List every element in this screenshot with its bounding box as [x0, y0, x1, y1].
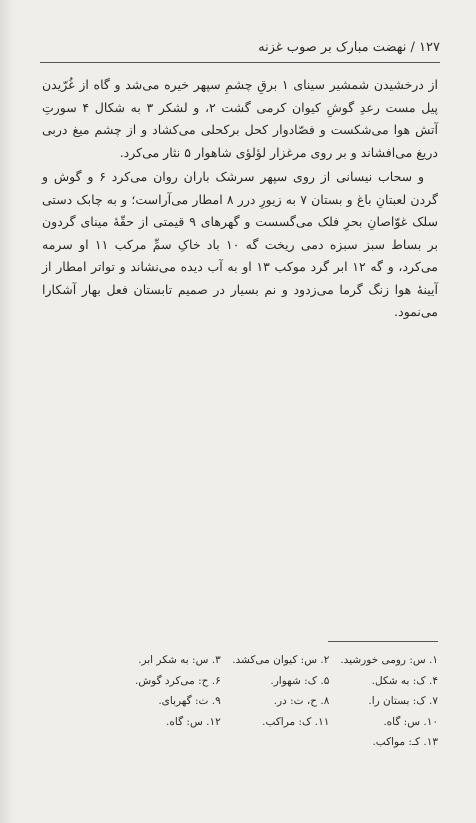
footnote-row: [112, 650, 438, 671]
running-title: نهضت مبارک بر صوب غزنه: [258, 40, 407, 55]
footnote: ۱۲. س: گاه.: [166, 715, 221, 728]
footnotes: [112, 650, 438, 753]
footnote: ۱۰. س: گاه.: [383, 715, 438, 728]
footnote: ۴. ک: به شکل.: [371, 674, 438, 687]
paragraph: و سحاب نیسانی از روی سپهر سرشک باران روان می‌کرد ۶ و گوش و گردن لعبتانِ باغ و بستان ۷ به زیورِ درر ۸ امطار می‌آراست؛ و به چابک دستی سلک غوّاصانِ بحرِ فلک می‌گسست و گهرهای ۹ قیمتی از حقّهٔ مینای گردون بر بساط سبز سبزه دمی ریخت گه ۱۰ باد خاکِ سمِّ مرکب ۱۱ او سرمه می‌کرد، و گه ۱۲ ابر گرد موکب ۱۳ او به آب دیده می‌نشاند و تواتر امطار از آیینهٔ هوا زنگ گرما می‌زدود و نم بسیار در صمیم تابستان فعل بهار آشکارا می‌نمود.: [42, 169, 438, 319]
header-rule: [40, 62, 440, 63]
footnote: ۲. س: کیوان می‌کشد.: [232, 654, 330, 666]
page-number: ۱۲۷: [419, 40, 440, 55]
footnote: ۵. ک: شهوار.: [270, 674, 330, 687]
footnote: ۱. س: رومی خورشید.: [340, 654, 438, 666]
footnote-row: [112, 671, 438, 692]
header-separator: /: [410, 40, 415, 55]
footnote: ۱۳. کـ: مواکب.: [372, 736, 438, 748]
footnote: ۶. ح: می‌کرد گوش.: [134, 674, 221, 687]
main-text: [42, 74, 438, 324]
footnote-row: [112, 712, 438, 733]
footnote: [112, 732, 221, 753]
footnote: ۱۱. ک: مراکب.: [262, 715, 330, 728]
footnote-row: [112, 732, 438, 753]
footnote: [221, 732, 330, 753]
footnote: ۷. ک: بستان را.: [368, 695, 438, 707]
paragraph: از درخشیدن شمشیر سینای ۱ برقِ چشمِ سپهر خیره می‌شد و گاه از غُرّیدن پیل مست رعدِ گوشِ کیوان کرمی گشت ۲، و لشکر ۳ به شکال ۴ سورتِ آتش هوا می‌شکست و فصّادوار کحل برکحلی می‌کشاد و از چشم میغ دربی دریغ می‌افشاند و بر روی مرغزار لؤلؤی شاهوار ۵ نثار می‌کرد.: [42, 77, 438, 160]
footnote: ۹. ت: گهربای.: [158, 695, 221, 707]
footnote-row: [112, 691, 438, 712]
footnote: ۸. ح، ت: در.: [273, 695, 330, 707]
page-header: [40, 38, 440, 62]
footnote: ۳. س: به شکر ابر.: [138, 654, 221, 666]
footnote-rule: [328, 641, 438, 642]
